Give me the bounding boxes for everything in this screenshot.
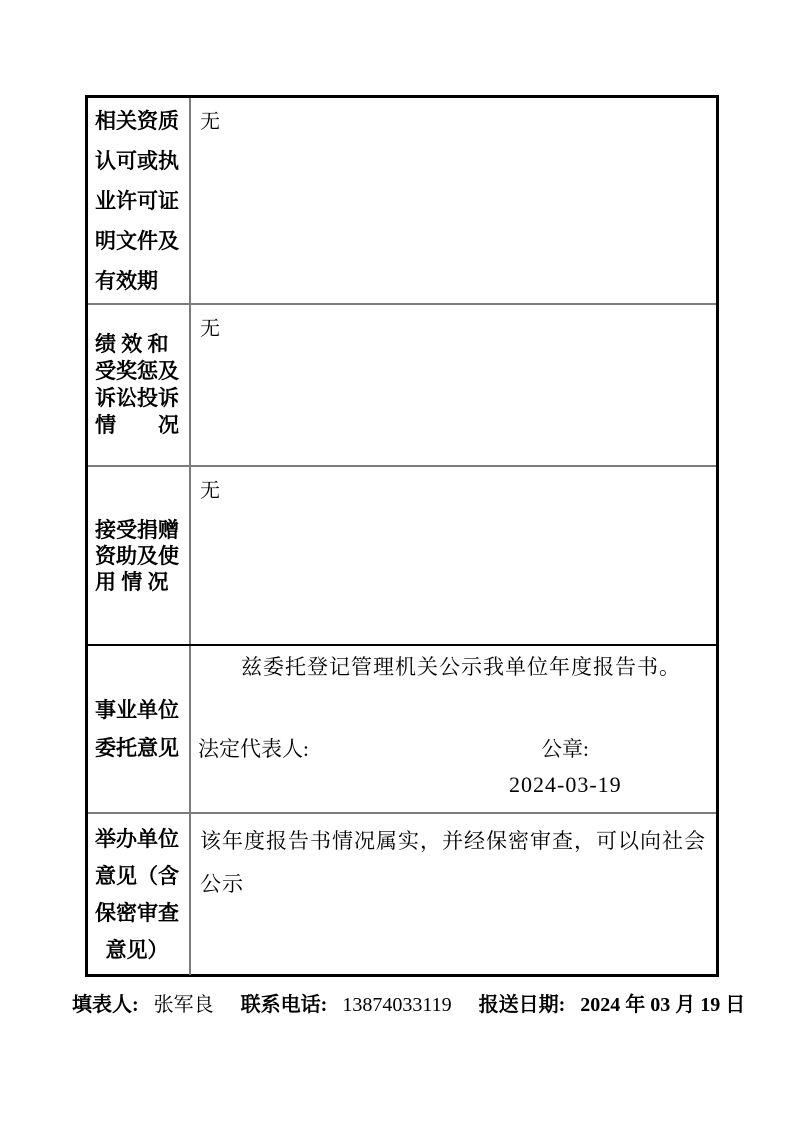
label-line: 接受捐赠 (95, 517, 179, 542)
label-line: 委托意见 (95, 736, 179, 760)
row-label-performance (88, 305, 191, 465)
row-label-sponsor-opinion (88, 814, 191, 975)
report-date: 2024 年 03 月 19 日 (580, 994, 746, 1016)
report-date-label: 报送日期: (478, 994, 566, 1016)
preparer-label: 填表人: (72, 994, 139, 1016)
label-line: 绩 效 和 (95, 332, 169, 356)
label-line: 意见（含 (95, 863, 179, 888)
label-line: 事业单位 (95, 698, 179, 722)
label-line: 业许可证 (95, 188, 179, 213)
label-line: 举办单位 (95, 826, 179, 851)
label-line: 相关资质 (95, 108, 179, 133)
label-line: 有效期 (95, 268, 158, 293)
label-line: 受奖惩及 (95, 359, 179, 383)
label-line: 资助及使 (95, 543, 179, 568)
qualifications-cell (191, 98, 716, 303)
donations-value: 无 (200, 480, 220, 502)
phone-label: 联系电话: (240, 994, 328, 1016)
table-row-sponsor-opinion (88, 812, 716, 975)
sponsor-opinion-cell (191, 814, 716, 975)
table-row-qualifications (88, 98, 716, 303)
label-line: 认可或执 (95, 148, 179, 173)
annual-report-table (85, 95, 719, 977)
phone-number: 13874033119 (342, 994, 452, 1016)
label-line: 情 况 (95, 413, 179, 437)
performance-value: 无 (200, 318, 220, 340)
delegation-statement: 兹委托登记管理机关公示我单位年度报告书。 (241, 655, 681, 679)
seal-date: 2024-03-19 (509, 772, 622, 797)
label-line: 意见） (95, 937, 169, 962)
institution-opinion-cell (191, 646, 716, 812)
legal-representative-label: 法定代表人: (198, 737, 309, 761)
form-footer (72, 988, 746, 1017)
row-label-qualifications (88, 98, 191, 303)
donations-cell (191, 467, 716, 644)
table-row-performance (88, 303, 716, 465)
table-row-donations (88, 465, 716, 644)
preparer-name: 张军良 (153, 994, 214, 1016)
qualifications-value: 无 (200, 111, 220, 133)
sponsor-opinion-value: 该年度报告书情况属实，并经保密审查，可以向社会公示 (200, 829, 706, 896)
label-line: 用 情 况 (95, 569, 169, 594)
official-seal-label: 公章: (541, 737, 589, 761)
label-line: 诉讼投诉 (95, 386, 179, 410)
label-line: 保密审查 (95, 900, 179, 925)
row-label-donations (88, 467, 191, 644)
performance-cell (191, 305, 716, 465)
row-label-institution-opinion (88, 646, 191, 812)
table-row-institution-opinion (88, 644, 716, 812)
label-line: 明文件及 (95, 228, 179, 253)
